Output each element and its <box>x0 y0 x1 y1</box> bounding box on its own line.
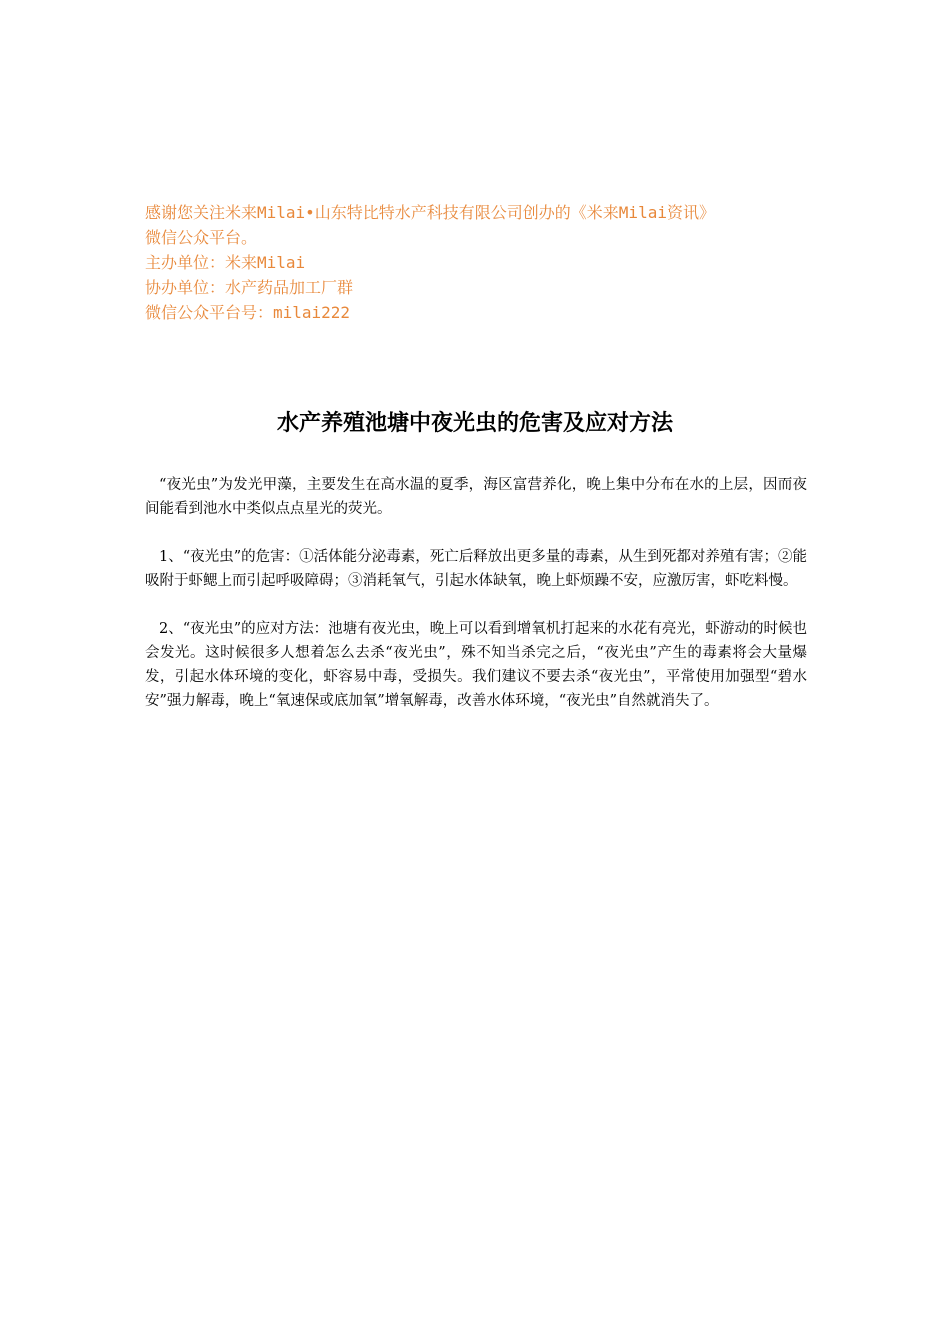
article-paragraph: 2、“夜光虫”的应对方法：池塘有夜光虫，晚上可以看到增氧机打起来的水花有亮光，虾游动的时候也会发光。这时候很多人想着怎么去杀“夜光虫”，殊不知当杀完之后，“夜光虫”产生的毒素将会大量爆发，引起水体环境的变化，虾容易中毒，受损失。我们建议不要去杀“夜光虫”，平常使用加强型“碧水安”强力解毒，晚上“氧速保或底加氧”增氧解毒，改善水体环境，“夜光虫”自然就消失了。 <box>145 621 807 709</box>
article-paragraph: “夜光虫”为发光甲藻，主要发生在高水温的夏季，海区富营养化，晚上集中分布在水的上层，因而夜间能看到池水中类似点点星光的荧光。 <box>145 477 807 517</box>
publisher-info-line: 微信公众平台。 <box>145 228 258 247</box>
article-body <box>145 473 807 737</box>
article-paragraph: 1、“夜光虫”的危害：①活体能分泌毒素，死亡后释放出更多量的毒素，从生到死都对养殖有害；②能吸附于虾鳃上而引起呼吸障碍；③消耗氧气，引起水体缺氧，晚上虾烦躁不安，应激厉害，虾吃料慢。 <box>145 549 807 589</box>
publisher-info-line: 微信公众平台号：milai222 <box>145 303 351 322</box>
publisher-info-line: 协办单位：水产药品加工厂群 <box>145 278 354 297</box>
publisher-info-line: 感谢您关注米来Milai•山东特比特水产科技有限公司创办的《米来Milai资讯》 <box>145 203 715 222</box>
article-title: 水产养殖池塘中夜光虫的危害及应对方法 <box>276 410 673 436</box>
publisher-info <box>145 200 825 325</box>
publisher-info-line: 主办单位：米来Milai <box>145 253 306 272</box>
